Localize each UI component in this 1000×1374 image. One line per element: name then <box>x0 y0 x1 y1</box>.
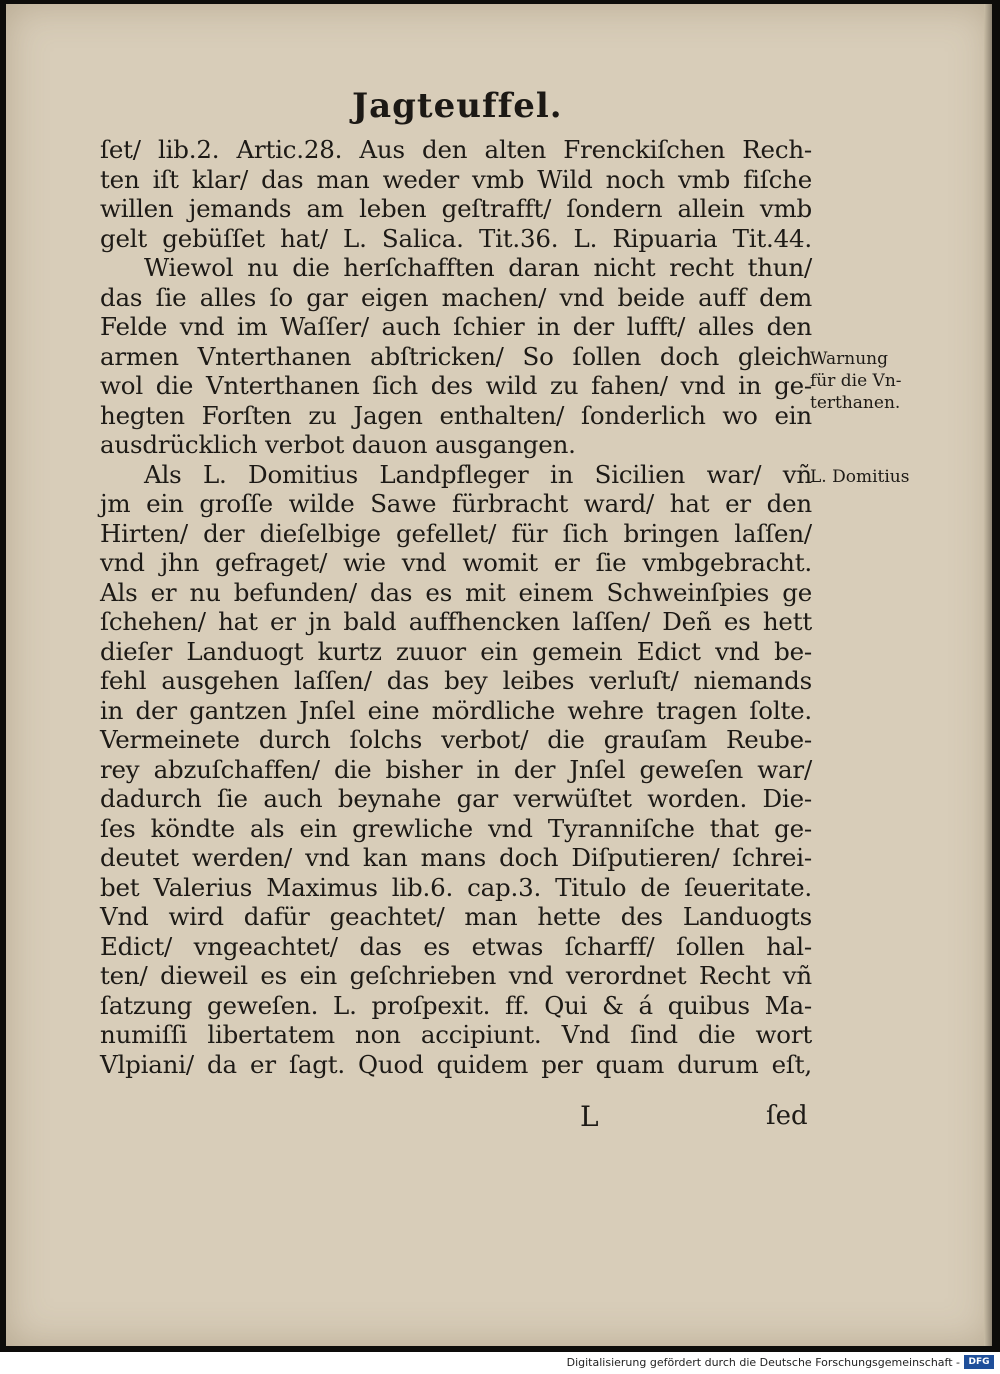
running-head: Jagteuffel. <box>352 86 563 126</box>
text-line: Wiewol nu die herſchafften daran nicht recht thun/ <box>144 253 812 282</box>
text-line: ten iſt klar/ das man weder vmb Wild noch vmb fiſche <box>100 164 812 194</box>
text-line: rey abzuſchaffen/ die bisher in der Jnſel geweſen war/ <box>100 754 812 784</box>
text-line: dieſer Landuogt kurtz zuuor ein gemein Edict vnd be- <box>100 636 812 666</box>
text-line: armen Vnterthanen abſtricken/ So ſollen doch gleich <box>100 341 812 371</box>
margin-note-line: terthanen. <box>810 393 901 413</box>
text-line: Hirten/ der dieſelbige gefellet/ für ſich bringen laſſen/ <box>100 518 812 548</box>
page-edge <box>984 4 992 1346</box>
text-line: ten/ dieweil es ein geſchrieben vnd verordnet Recht vñ <box>100 961 812 990</box>
text-line: wol die Vnterthanen ſich des wild zu fahen/ vnd in ge- <box>100 371 812 400</box>
text-line: Edict/ vngeachtet/ das es etwas ſcharff/ ſollen hal- <box>100 931 812 961</box>
text-line: gelt gebüſſet hat/ L. Salica. Tit.36. L. Ripuaria Tit.44. <box>100 223 812 253</box>
margin-note-warning <box>810 348 920 414</box>
margin-note-line: Warnung <box>810 349 888 369</box>
text-line: ſchehen/ hat er jn bald auffhencken laſſen/ Deñ es hett <box>100 607 812 636</box>
text-line: ſatzung geweſen. L. proſpexit. ff. Qui & á quibus Ma- <box>100 990 812 1020</box>
text-line: numiſſi libertatem non accipiunt. Vnd ſind die wort <box>100 1020 812 1049</box>
text-line: Als er nu befunden/ das es mit einem Schweinſpies ge <box>100 577 812 607</box>
text-line: Vlpiani/ da er ſagt. Quod quidem per quam durum eſt, <box>100 1049 812 1079</box>
text-line: deutet werden/ vnd kan mans doch Diſputieren/ ſchrei- <box>100 843 812 872</box>
text-line: das ſie alles ſo gar eigen machen/ vnd beide auff dem <box>100 282 812 312</box>
text-line: ausdrücklich verbot dauon ausgangen. <box>100 430 576 459</box>
text-line: hegten Forſten zu Jagen enthalten/ ſonderlich wo ein <box>100 400 812 430</box>
text-line: fehl ausgehen laſſen/ das bey leibes verluſt/ niemands <box>100 666 812 695</box>
margin-note-domitius: L. Domitius <box>810 467 910 487</box>
text-line: Vnd wird dafür geachtet/ man hette des Landuogts <box>100 902 812 931</box>
text-line: dadurch ſie auch beynahe gar verwüſtet worden. Die- <box>100 784 812 813</box>
text-line: Als L. Domitius Landpfleger in Sicilien war/ vñ <box>144 459 812 489</box>
text-line: ſet/ lib.2. Artic.28. Aus den alten Frenckiſchen Rech- <box>100 135 812 164</box>
text-line: in der gantzen Jnſel eine mördliche wehre tragen ſolte. <box>100 695 812 725</box>
text-line: Vermeinete durch ſolchs verbot/ die grauſam Reube- <box>100 725 812 754</box>
text-line: bet Valerius Maximus lib.6. cap.3. Titulo de ſeueritate. <box>100 872 812 902</box>
text-line: vnd jhn gefraget/ wie vnd womit er ſie vmbgebracht. <box>100 548 812 577</box>
funding-notice: Digitalisierung gefördert durch die Deutsche Forschungsgemeinschaft - <box>566 1356 960 1369</box>
text-line: ſes köndte als ein grewliche vnd Tyranniſche that ge- <box>100 813 812 843</box>
text-line: willen jemands am leben geſtrafft/ ſondern allein vmb <box>100 194 812 223</box>
footer-bar <box>0 1352 1000 1374</box>
body-text <box>100 135 812 1079</box>
catchword: ſed <box>766 1101 808 1131</box>
signature-mark: L <box>580 1100 599 1133</box>
margin-note-line: für die Vn- <box>810 371 902 391</box>
text-line: Felde vnd im Waſſer/ auch ſchier in der lufft/ alles den <box>100 312 812 341</box>
text-line: jm ein groſſe wilde Sawe fürbracht ward/ hat er den <box>100 489 812 518</box>
dfg-logo-icon: DFG <box>964 1355 994 1369</box>
